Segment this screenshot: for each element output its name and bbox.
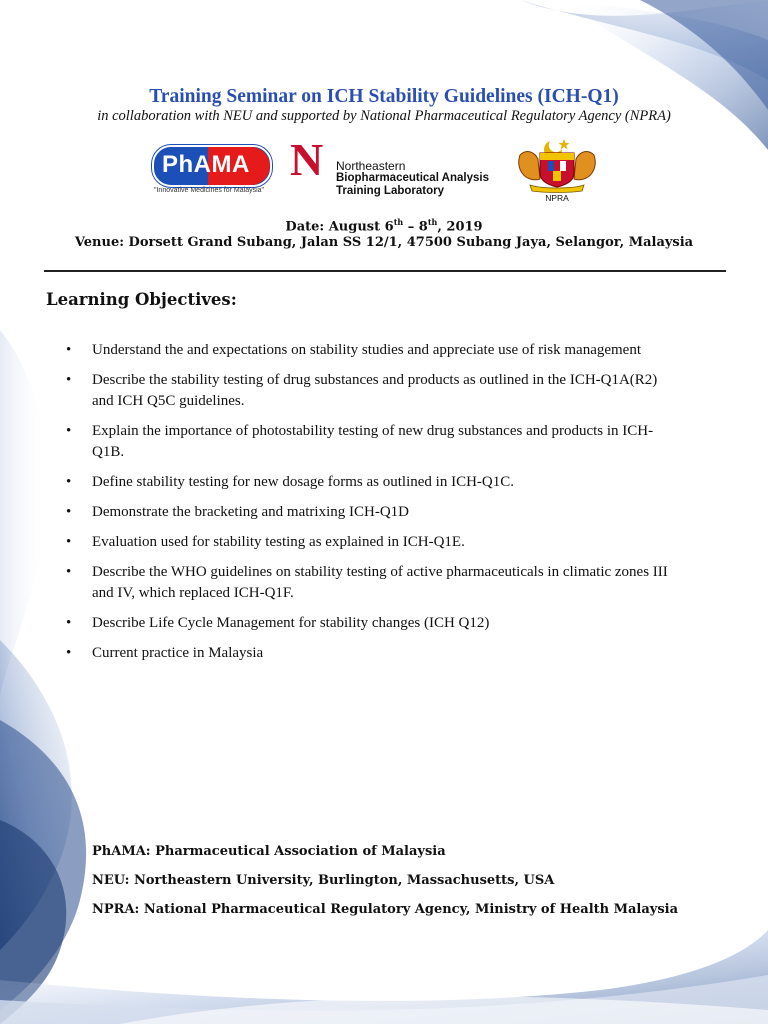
- bullet-icon: •: [66, 645, 72, 661]
- list-item: [66, 421, 676, 463]
- footer-neu: NEU: Northeastern University, Burlington, Massachusetts, USA: [92, 873, 555, 888]
- partner-logos-row: [0, 135, 768, 215]
- objective-text: Describe the WHO guidelines on stability testing of active pharmaceuticals in climatic zones III and IV, which replaced ICH-Q1F.: [92, 564, 668, 601]
- neu-logo-line-2: Biopharmaceutical Analysis: [336, 172, 489, 184]
- bullet-icon: •: [66, 474, 72, 490]
- bullet-icon: •: [66, 534, 72, 550]
- objective-text: Define stability testing for new dosage forms as outlined in ICH-Q1C.: [92, 474, 515, 490]
- event-date-mid: – 8: [403, 219, 428, 235]
- list-item: [66, 502, 676, 523]
- list-item: [66, 532, 676, 553]
- event-date-sup-start: th: [393, 217, 404, 227]
- event-date-suffix: , 2019: [437, 219, 483, 235]
- bullet-icon: •: [66, 615, 72, 631]
- neu-logo: [290, 134, 500, 197]
- list-item: [66, 472, 676, 493]
- learning-objectives-heading: Learning Objectives:: [46, 290, 237, 309]
- objective-text: Demonstrate the bracketing and matrixing ICH-Q1D: [92, 504, 409, 520]
- phama-logo: [152, 145, 270, 197]
- objective-text: Current practice in Malaysia: [92, 645, 264, 661]
- malaysia-coat-of-arms-icon: [512, 135, 602, 193]
- objective-text: Explain the importance of photostability testing of new drug substances and products in ICH-Q1B.: [92, 423, 654, 460]
- objective-text: Describe Life Cycle Management for stability changes (ICH Q12): [92, 615, 490, 631]
- npra-logo: [512, 135, 602, 207]
- list-item: [66, 370, 676, 412]
- list-item: [66, 613, 676, 634]
- list-item: [66, 643, 676, 664]
- section-divider: [44, 270, 726, 272]
- objective-text: Understand the and expectations on stability studies and appreciate use of risk management: [92, 342, 642, 358]
- phama-logo-text: PhAMA: [162, 151, 250, 178]
- phama-logo-tagline: "Innovative Medicines for Malaysia": [154, 187, 265, 194]
- learning-objectives-list: [66, 340, 676, 673]
- objective-text: Evaluation used for stability testing as explained in ICH-Q1E.: [92, 534, 465, 550]
- neu-logo-line-3: Training Laboratory: [336, 185, 444, 197]
- event-date-sup-end: th: [427, 217, 438, 227]
- bullet-icon: •: [66, 342, 72, 358]
- footer-npra: NPRA: National Pharmaceutical Regulatory Agency, Ministry of Health Malaysia: [92, 902, 679, 917]
- bullet-icon: •: [66, 372, 72, 388]
- bullet-icon: •: [66, 564, 72, 580]
- neu-logo-letter: N: [290, 134, 324, 185]
- list-item: [66, 340, 676, 361]
- bullet-icon: •: [66, 423, 72, 439]
- objective-text: Describe the stability testing of drug substances and products as outlined in the ICH-Q1A(R2) and ICH Q5C guidelines.: [92, 372, 658, 409]
- phama-logo-badge: [152, 145, 272, 187]
- list-item: [66, 562, 676, 604]
- neu-logo-line-1: Northeastern: [336, 159, 406, 173]
- event-date-prefix: Date: August 6: [285, 219, 394, 235]
- abbreviations-footer: [92, 844, 712, 931]
- page-title: Training Seminar on ICH Stability Guidelines (ICH-Q1): [149, 86, 619, 107]
- footer-phama: PhAMA: Pharmaceutical Association of Malaysia: [92, 844, 446, 859]
- event-date: [0, 217, 768, 234]
- page-subtitle: in collaboration with NEU and supported by National Pharmaceutical Regulatory Agency (NPRA): [97, 108, 671, 124]
- event-venue: Venue: Dorsett Grand Subang, Jalan SS 12/1, 47500 Subang Jaya, Selangor, Malaysia: [74, 235, 694, 250]
- npra-logo-label: NPRA: [545, 193, 569, 203]
- bullet-icon: •: [66, 504, 72, 520]
